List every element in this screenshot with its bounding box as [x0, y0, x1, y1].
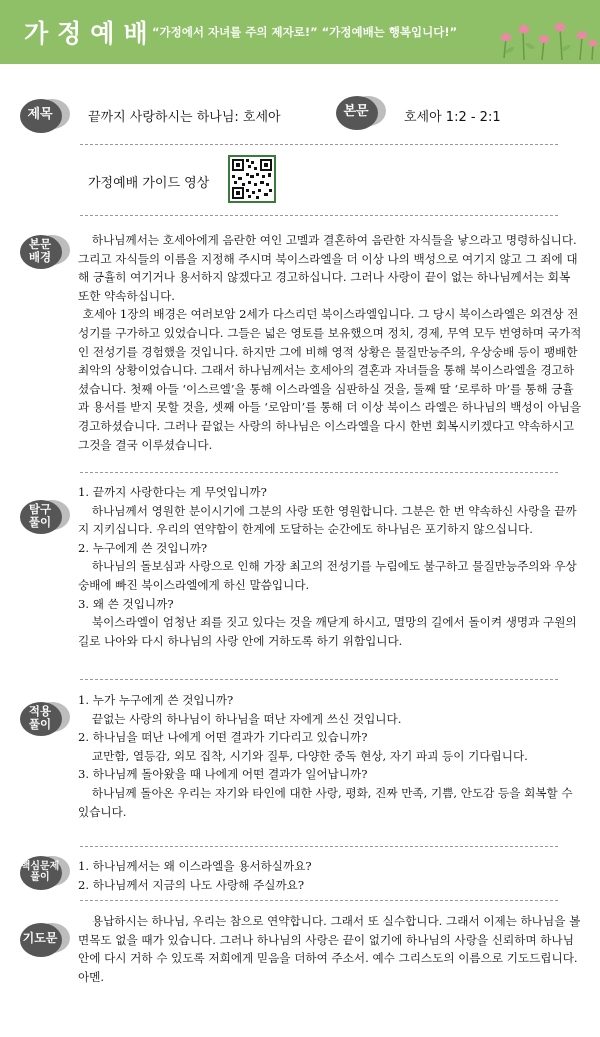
question: 2. 누구에게 쓴 것입니까?	[78, 540, 208, 555]
badge-label-line: 탐구	[28, 501, 52, 516]
answer: 하나님께 돌아온 우리는 자기와 타인에 대한 사랑, 평화, 진짜 만족, 기쁨, 안도감 등을 회복할 수 있습니다.	[78, 785, 573, 819]
application-badge	[14, 697, 72, 739]
question: 3. 왜 쓴 것입니까?	[78, 596, 174, 611]
key-questions-badge	[14, 851, 72, 893]
answer: 북이스라엘이 엄청난 죄를 짓고 있다는 것을 깨닫게 하시고, 멸망의 길에서 돌이켜 생명과 구원의 길로 나아와 다시 하나님의 사랑 안에 거하도록 하기 위함입니다.	[78, 615, 577, 648]
key-question: 2. 하나님께서 지금의 나도 사랑해 주실까요?	[78, 877, 305, 892]
application-badge-label	[14, 697, 72, 739]
badge-label-line: 풀이	[28, 515, 52, 529]
divider	[80, 215, 558, 216]
background-text	[78, 231, 584, 454]
divider	[80, 144, 558, 145]
divider	[80, 472, 558, 473]
scripture-reference: 호세아 1:2 - 2:1	[404, 110, 501, 125]
background-badge	[14, 230, 72, 272]
header-slogan: “가정에서 자녀를 주의 제자로!” “가정예배는 행복입니다!”	[152, 25, 458, 39]
scripture-badge-label: 본문	[343, 103, 369, 119]
exploration-text	[78, 483, 584, 650]
prayer-badge	[14, 918, 72, 960]
divider	[80, 900, 558, 901]
key-questions-badge-label	[14, 851, 72, 893]
exploration-badge-label	[14, 495, 72, 537]
paragraph: 용납하시는 하나님, 우리는 참으로 연약합니다. 그래서 또 실수합니다. 그래서 이제는 하나님을 볼 면목도 없을 때가 있습니다. 그러나 하나님의 사랑은 끝이 없기에 하나님의 사랑을 신뢰하며 하나님 안에 다시 거하 수 있도록 저희에게 믿음을 더하여 주소서. 예수 그리스도의 이름으로 기도드립니다. 아멘.	[78, 914, 581, 984]
exploration-badge	[14, 495, 72, 537]
title-badge-label: 제목	[27, 106, 53, 122]
sermon-title: 끝까지 사랑하시는 하나님: 호세아	[88, 110, 281, 125]
question: 1. 끝까지 사랑한다는 게 무엇입니까?	[78, 485, 267, 499]
question: 1. 누가 누구에게 쓴 것입니까?	[78, 693, 234, 707]
guide-video-label: 가정예배 가이드 영상	[88, 176, 210, 191]
key-questions-text	[78, 857, 584, 894]
badge-label-line: 배경	[28, 250, 52, 264]
prayer-badge-label: 기도문	[22, 931, 58, 946]
paragraph: 하나님께서는 호세아에게 음란한 여인 고멜과 결혼하여 음란한 자식들을 낳으라고 명령하십니다. 그리고 자식들의 이름을 지정해 주시며 북이스라엘을 더 이상 나의 백성으로 여기지 않고 그 죄에 대해 긍휼히 여기거나 용서하지 않겠다고 경고하십니다. 그러나 사랑이 끝이 없는 하나님께서는 회복 또한 약속하십니다.	[78, 233, 578, 303]
divider	[80, 679, 558, 680]
key-question: 1. 하나님께서는 왜 이스라엘을 용서하실까요?	[78, 859, 312, 873]
question: 3. 하나님께 돌아왔을 때 나에게 어떤 결과가 일어납니까?	[78, 767, 368, 782]
header-banner	[0, 0, 600, 64]
title-badge	[14, 94, 72, 136]
scripture-badge	[330, 91, 388, 133]
badge-label-line: 풀이	[30, 872, 50, 883]
answer: 교만함, 열등감, 외모 집착, 시기와 질투, 다양한 중독 현상, 자기 파괴 등이 기다립니다.	[91, 748, 528, 763]
header-title: 가정예배	[24, 19, 157, 48]
badge-label-line: 풀이	[28, 717, 52, 731]
background-badge-label	[14, 230, 72, 272]
tulip-decoration-icon	[490, 0, 600, 64]
divider	[80, 846, 558, 847]
answer: 하나님께서 영원한 분이시기에 그분의 사랑 또한 영원합니다. 그분은 한 번 약속하신 사랑을 끝까지 지키십니다. 우리의 연약함이 한계에 도달하는 순간에도 하나님은 포기하지 않으십니다.	[78, 503, 577, 537]
question: 2. 하나님을 떠난 나에게 어떤 결과가 기다리고 있습니까?	[78, 730, 368, 745]
badge-label-line: 본문	[28, 236, 52, 251]
badge-label-line: 적용	[28, 703, 52, 718]
badge-label-line: 핵심문제	[20, 860, 60, 872]
qr-code-icon[interactable]	[228, 155, 276, 203]
prayer-text	[78, 912, 584, 986]
application-text	[78, 691, 584, 821]
answer: 하나님의 돌보심과 사랑으로 인해 가장 최고의 전성기를 누림에도 불구하고 물질만능주의와 우상숭배에 빠진 북이스라엘에게 하신 말씀입니다.	[78, 559, 577, 592]
answer: 끝없는 사랑의 하나님이 하나님을 떠난 자에게 쓰신 것입니다.	[91, 711, 402, 726]
paragraph: 호세아 1장의 배경은 여러보암 2세가 다스리던 북이스라엘입니다. 그 당시 북이스라엘은 외견상 전성기를 구가하고 있었습니다. 그들은 넓은 영토를 보유했으며 정치, 경제, 무역 모두 번영하며 국가적인 전성기를 경험했을 것입니다. 하지만 그에 비해 영적 상황은 물질만능주의, 우상숭배 등이 팽배한 최악의 상황이었습니다. 그래서 하나님께서는 호세아의 결혼과 자녀들을 통해 북이스라엘을 경고하셨습니다. 첫째 아들 ‘이스르엘’을 통해 이스라엘을 심판하실 것을, 둘째 딸 ‘로루하 마’를 통해 긍휼과 용서를 받지 못할 것을, 셋째 아들 ‘로암미’를 통해 더 이상 북이스 라엘은 하나님의 백성이 아님을 경고하셨습니다. 그러나 끝없는 사랑의 하나님은 이스라엘을 다시 한번 회복시키겠다고 약속하시고 그것을 결국 이루셨습니다.	[78, 307, 582, 452]
